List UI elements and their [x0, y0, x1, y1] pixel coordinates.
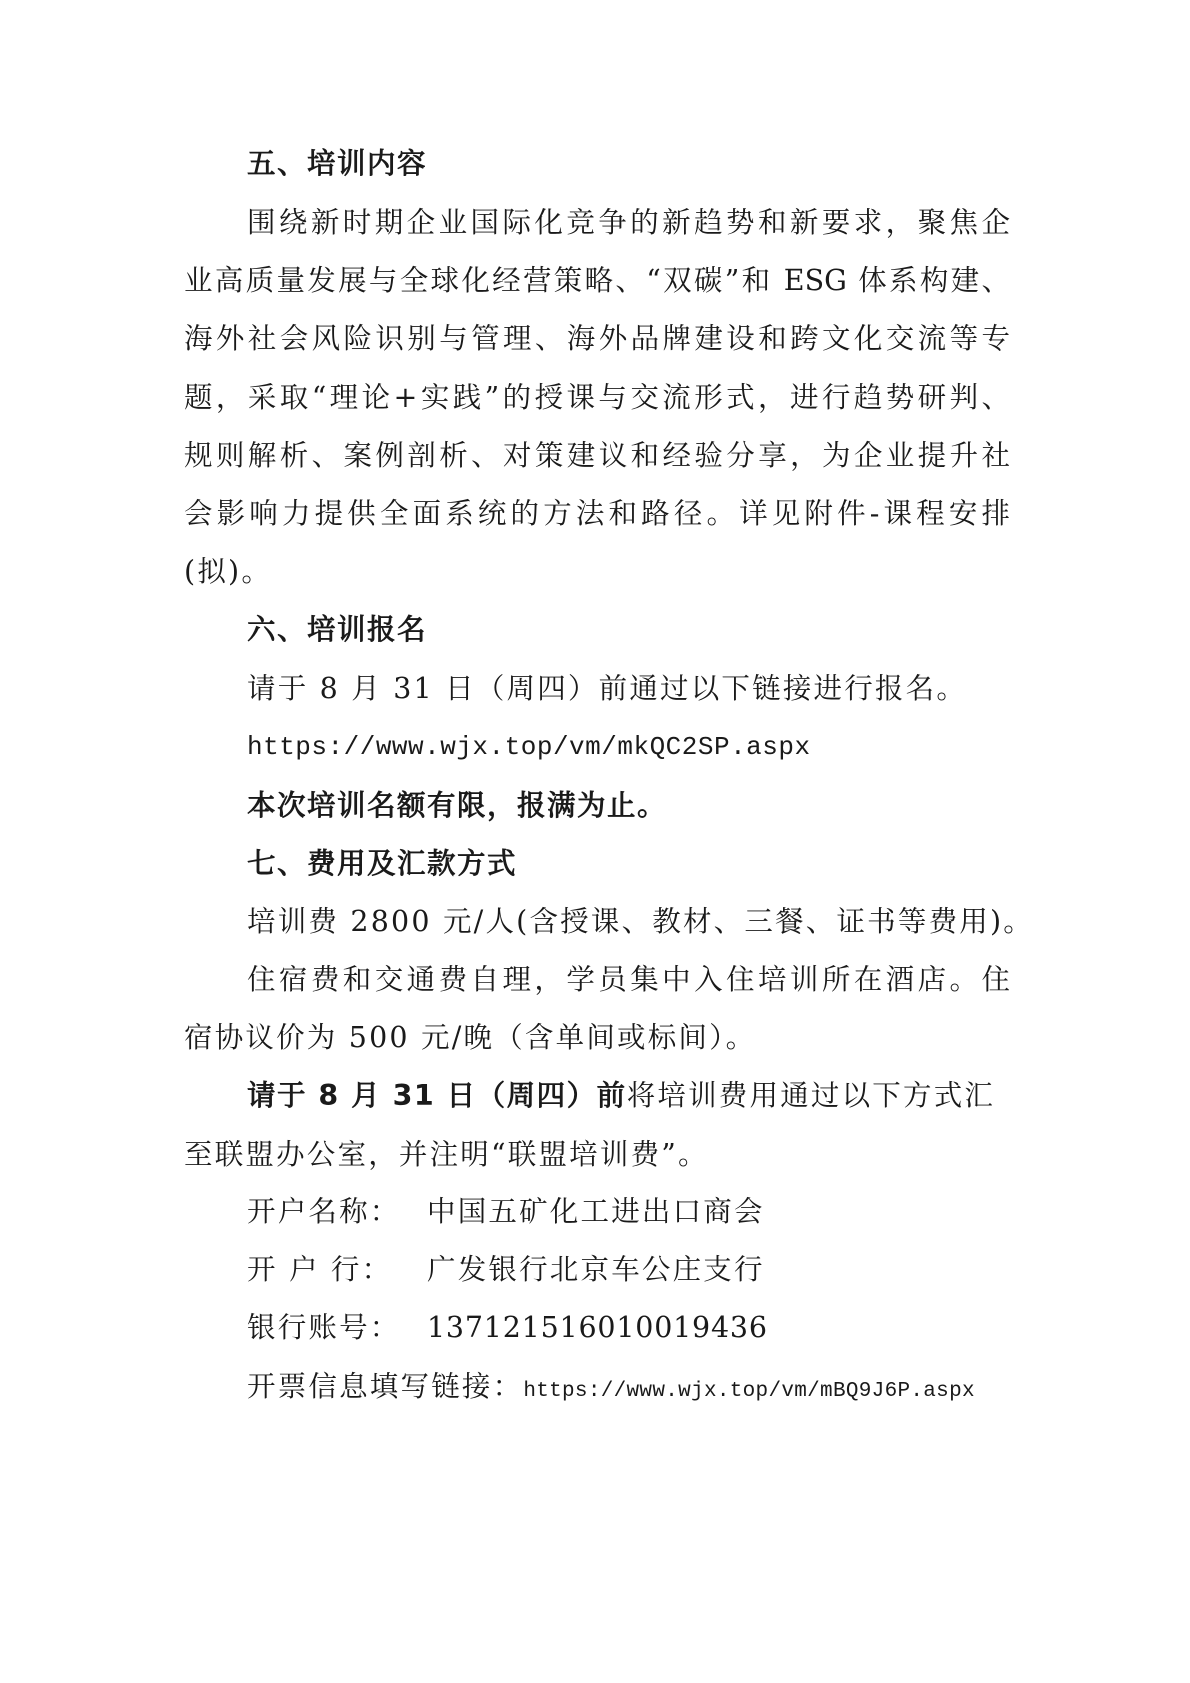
payment-deadline-line: 至联盟办公室，并注明“联盟培训费”。 — [184, 1138, 709, 1171]
account-name-row — [247, 1192, 765, 1232]
account-number-row — [247, 1308, 768, 1348]
section-5-paragraph-line: 规则解析、案例剖析、对策建议和经验分享，为企业提升社 — [184, 439, 1010, 472]
registration-link[interactable]: https://www.wjx.top/vm/mkQC2SP.aspx — [247, 732, 811, 762]
bank-row — [247, 1250, 765, 1290]
account-name-label: 开户名称： — [247, 1195, 401, 1228]
section-5-paragraph-line: 海外社会风险识别与管理、海外品牌建设和跨文化交流等专 — [184, 322, 1010, 355]
lodging-text-line: 住宿费和交通费自理，学员集中入住培训所在酒店。住 — [247, 963, 1010, 996]
section-5-paragraph-line: (拟)。 — [184, 555, 273, 588]
section-6-heading: 六、培训报名 — [247, 613, 428, 646]
payment-deadline-date: 请于 8 月 31 日（周四）前 — [247, 1079, 627, 1112]
bank-value: 广发银行北京车公庄支行 — [427, 1253, 765, 1286]
section-5-paragraph-line: 围绕新时期企业国际化竞争的新趋势和新要求，聚焦企 — [247, 206, 1010, 239]
account-number-label: 银行账号： — [247, 1311, 401, 1344]
payment-deadline-text: 将培训费用通过以下方式汇 — [626, 1079, 996, 1112]
account-name-value: 中国五矿化工进出口商会 — [427, 1195, 765, 1228]
account-number-value: 137121516010019436 — [427, 1311, 768, 1344]
bank-label: 开 户 行： — [247, 1253, 393, 1286]
training-fee-text: 培训费 2800 元/人(含授课、教材、三餐、证书等费用)。 — [247, 905, 1034, 938]
registration-instruction: 请于 8 月 31 日（周四）前通过以下链接进行报名。 — [247, 672, 968, 705]
section-5-paragraph-line: 题，采取“理论+实践”的授课与交流形式，进行趋势研判、 — [184, 381, 1010, 414]
invoice-row — [247, 1367, 975, 1412]
section-5-heading: 五、培训内容 — [247, 147, 428, 180]
lodging-text-line: 宿协议价为 500 元/晚（含单间或标间）。 — [184, 1021, 757, 1054]
section-5-paragraph-line: 业高质量发展与全球化经营策略、“双碳”和 ESG 体系构建、 — [184, 264, 1010, 297]
section-7-heading: 七、费用及汇款方式 — [247, 847, 518, 880]
payment-deadline-line — [247, 1076, 995, 1116]
invoice-label: 开票信息填写链接： — [247, 1370, 524, 1403]
section-5-paragraph-line: 会影响力提供全面系统的方法和路径。详见附件-课程安排 — [184, 497, 1010, 530]
invoice-link[interactable]: https://www.wjx.top/vm/mBQ9J6P.aspx — [523, 1380, 975, 1403]
quota-note: 本次培训名额有限，报满为止。 — [247, 789, 668, 822]
